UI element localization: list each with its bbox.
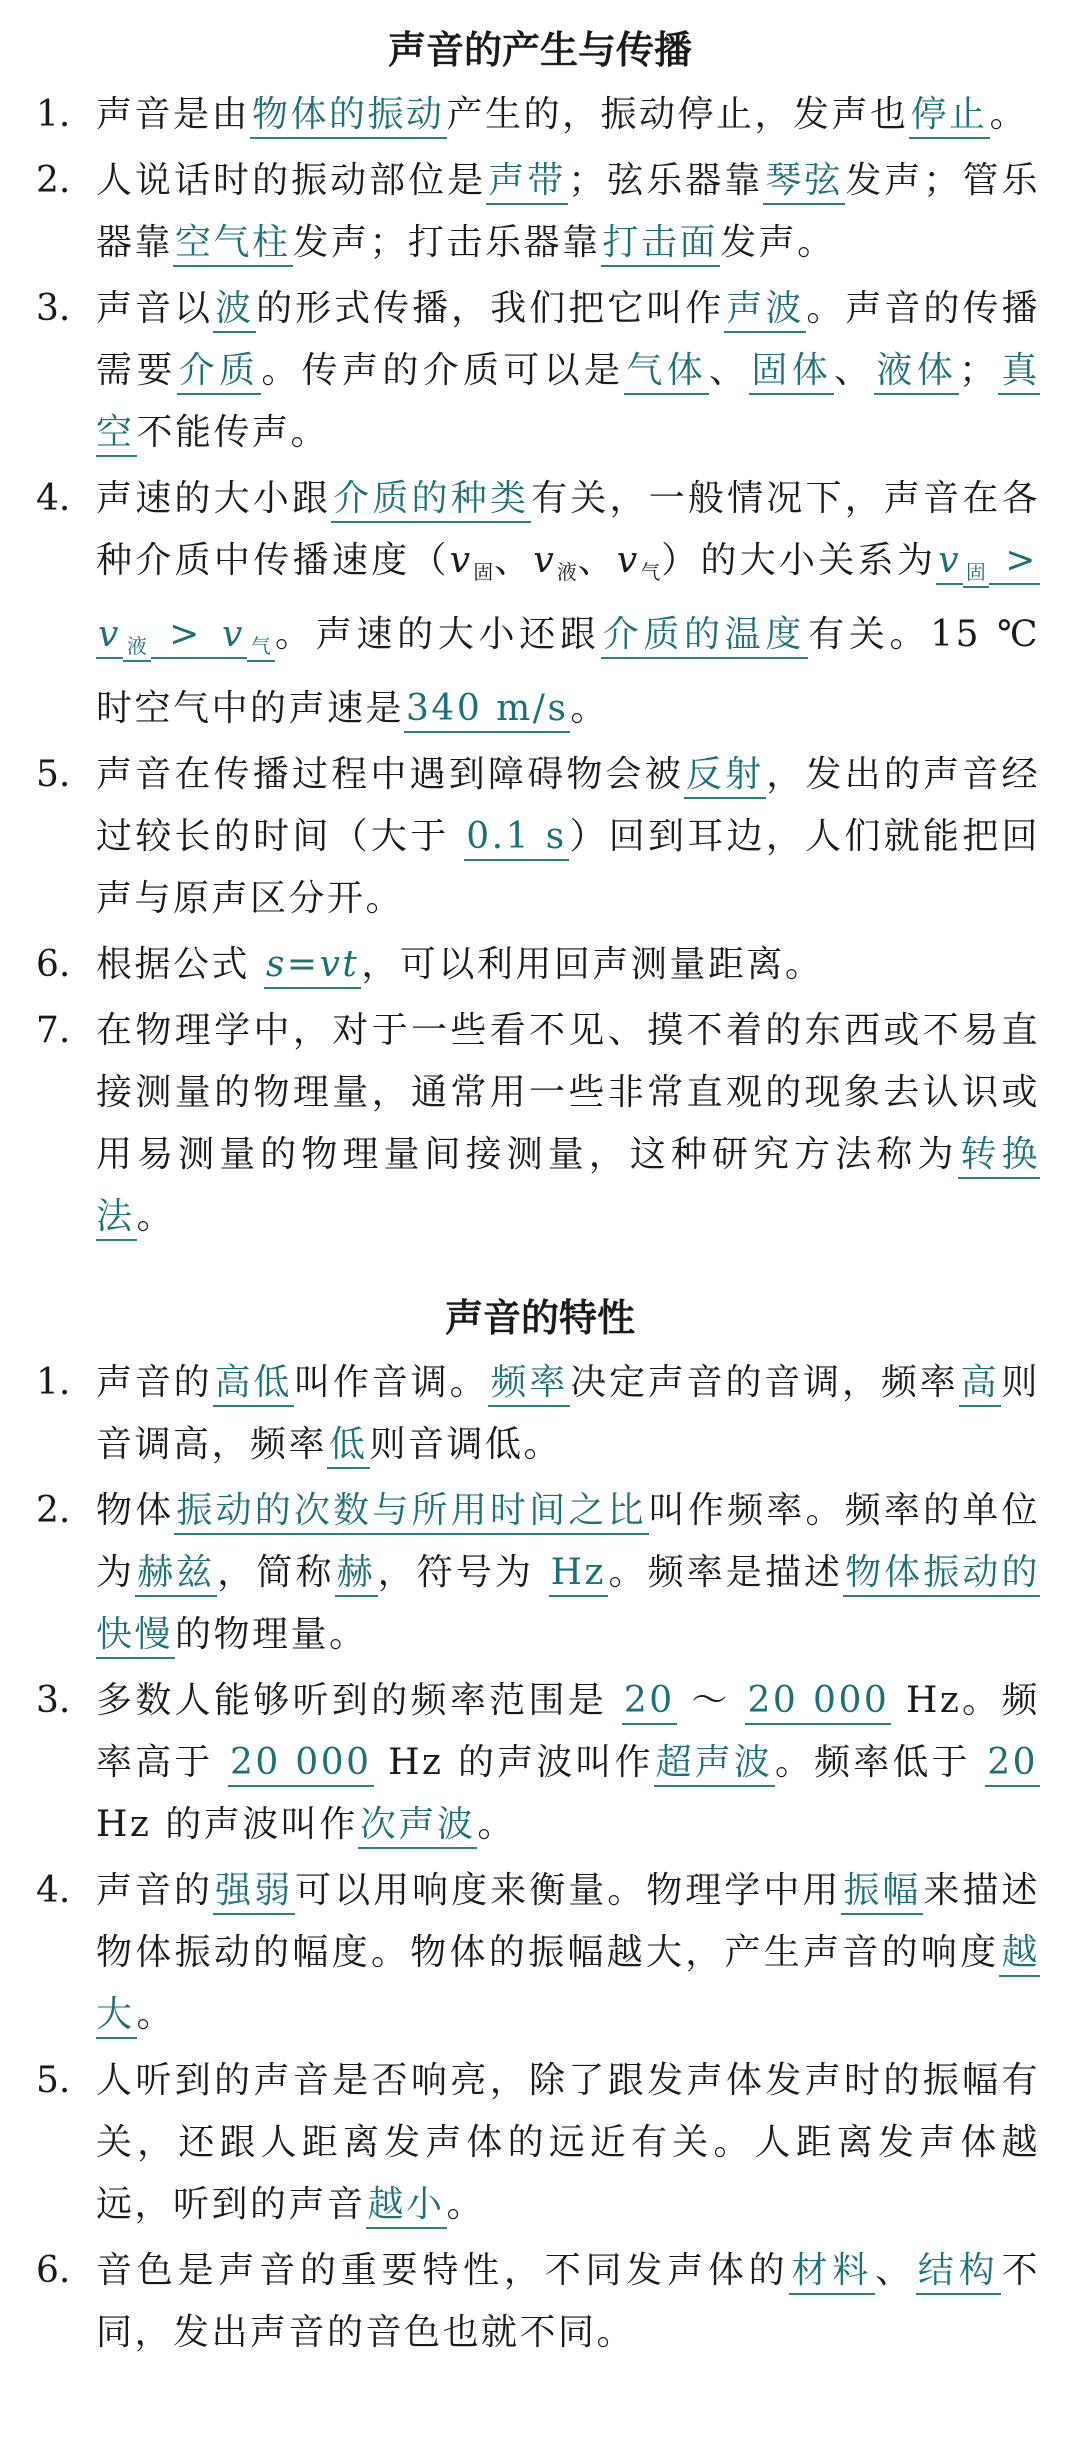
key-term: >: [989, 540, 1040, 585]
item-text: v: [449, 540, 473, 581]
list-item: [36, 1670, 1040, 1856]
item-text: 。: [446, 2183, 486, 2225]
key-term: 气: [247, 635, 275, 662]
item-text: v: [533, 540, 557, 581]
key-term: 越小: [366, 2184, 447, 2229]
section-title-characteristics: 声音的特性: [444, 1295, 635, 1340]
item-text: Hz 的声波叫作: [96, 1803, 358, 1845]
item-text: ～: [676, 1679, 746, 1721]
key-term: 频率: [488, 1362, 570, 1407]
section1-list: [0, 84, 1080, 1248]
key-term: 液体: [874, 350, 959, 395]
item-text: ，简称: [217, 1551, 335, 1593]
item-text: 人听到的声音是否响亮，除了跟发声体发声时的振幅有关，还跟人距离发声体的远近有关。人距离发声体越远，听到的声音: [96, 2059, 1040, 2225]
key-term: 振幅: [841, 1870, 923, 1915]
key-term: 介质的温度: [601, 614, 809, 659]
key-term: 固体: [749, 350, 834, 395]
key-term: 20 000: [745, 1680, 891, 1725]
key-term: 结构: [916, 2250, 1002, 2295]
key-term: 转换法: [96, 1134, 1040, 1241]
item-text: 发声。: [720, 222, 836, 263]
item-text: 声音以: [96, 288, 214, 329]
item-number: 5.: [36, 2059, 71, 2101]
key-term: v: [96, 614, 123, 659]
item-text: ；: [959, 350, 998, 391]
item-text: 。: [989, 94, 1029, 135]
item-number: 1.: [36, 1361, 71, 1403]
key-term: 振动的次数与所用时间之比: [174, 1490, 648, 1535]
item-text: 。: [477, 1803, 516, 1845]
key-term: 越大: [96, 1932, 1040, 2039]
key-term: 0.1 s: [464, 816, 568, 861]
item-text: 声音是由: [96, 94, 251, 135]
item-text: 。: [136, 1195, 176, 1237]
item-text: ，可以利用回声测量距离。: [361, 943, 824, 985]
item-text: 声音的: [96, 1361, 213, 1403]
key-term: v: [220, 614, 247, 659]
key-term: 赫: [335, 1552, 378, 1597]
item-text: 、: [834, 350, 875, 391]
item-text: 声音的: [96, 1869, 214, 1911]
key-term: 空气柱: [173, 222, 293, 267]
item-text: 。频率低于: [775, 1741, 986, 1783]
item-number: 5.: [36, 753, 71, 795]
item-text: Hz 的声波叫作: [373, 1741, 654, 1783]
item-text: ，符号为: [377, 1551, 549, 1593]
item-text: 。: [570, 687, 609, 729]
item-text: ；弦乐器靠: [568, 160, 764, 201]
item-text: 人说话时的振动部位是: [96, 160, 487, 201]
list-item: [36, 2240, 1040, 2364]
item-text: ）的大小关系为: [661, 540, 937, 581]
item-text: 则音调高，频率: [96, 1361, 1040, 1465]
item-text: 多数人能够听到的频率范围是: [96, 1679, 622, 1721]
item-text: 则音调低。: [369, 1423, 563, 1465]
key-term: 气体: [624, 350, 709, 395]
list-item: [36, 1000, 1040, 1248]
key-term: 声波: [724, 288, 806, 333]
item-text: 发声；打击乐器靠: [292, 222, 601, 263]
key-term: 物体振动的快慢: [96, 1552, 1040, 1659]
item-text: 的形式传播，我们把它叫作: [256, 288, 725, 329]
list-item: [36, 278, 1040, 464]
item-text: 。频率是描述: [607, 1551, 844, 1593]
item-text: 、: [709, 350, 750, 391]
key-term: 固: [963, 561, 988, 588]
list-item: [36, 2050, 1040, 2236]
item-text: 物体: [96, 1489, 175, 1531]
item-text: ）回到耳边，人们就能把回声与原声区分开。: [96, 815, 1040, 919]
key-term: v: [936, 540, 963, 585]
item-text: 、: [875, 2249, 916, 2291]
key-term: 介质的种类: [331, 478, 531, 523]
key-term: 赫兹: [135, 1552, 217, 1597]
subscript: 液: [556, 560, 578, 584]
key-term: Hz: [549, 1552, 608, 1597]
item-text: 产生的，振动停止，发声也: [446, 94, 909, 135]
key-term: s=vt: [264, 944, 361, 989]
key-term: 声带: [486, 160, 568, 205]
item-number: 3.: [36, 288, 71, 329]
item-text: 发声；管乐器靠: [96, 160, 1040, 263]
item-text: 声速的大小跟: [96, 478, 332, 519]
section-title-production-propagation: 声音的产生与传播: [387, 28, 692, 72]
item-number: 4.: [36, 1869, 71, 1911]
key-term: 打击面: [601, 222, 721, 267]
key-term: 反射: [684, 754, 766, 799]
item-text: v: [616, 540, 640, 581]
key-term: 琴弦: [763, 160, 845, 205]
list-item: [36, 1860, 1040, 2046]
item-number: 6.: [36, 943, 71, 985]
item-text: 。声速的大小还跟: [275, 613, 601, 655]
list-item: [36, 1352, 1040, 1476]
key-term: >: [151, 614, 220, 659]
list-item: [36, 744, 1040, 930]
key-term: 20 000: [228, 1742, 374, 1787]
key-term: 次声波: [358, 1804, 478, 1849]
item-number: 1.: [36, 94, 71, 135]
item-text: 音色是声音的重要特性，不同发声体的: [96, 2249, 790, 2291]
subscript: 固: [472, 560, 495, 584]
item-number: 6.: [36, 2249, 71, 2291]
item-text: 叫作频率。频率的单位为: [96, 1489, 1040, 1593]
item-text: 的物理量。: [175, 1613, 368, 1655]
item-text: 。传声的介质可以是: [261, 350, 625, 391]
item-text: 决定声音的音调，频率: [570, 1361, 959, 1403]
subscript: 气: [639, 560, 662, 584]
item-number: 2.: [36, 160, 71, 201]
item-text: 来描述物体振动的幅度。物体的振幅越大，产生声音的响度: [96, 1869, 1040, 1973]
list-item: [36, 468, 1040, 740]
item-text: 不能传声。: [136, 412, 330, 453]
key-term: 20: [985, 1742, 1040, 1787]
item-text: 叫作音调。: [294, 1361, 489, 1403]
item-text: ，发出的声音经过较长的时间（大于: [96, 753, 1040, 857]
item-text: 有关。15 ℃ 时空气中的声速是: [96, 613, 1040, 729]
key-term: 液: [123, 635, 151, 662]
item-text: 。: [136, 1993, 176, 2035]
list-item: [36, 1480, 1040, 1666]
item-text: 可以用响度来衡量。物理学中用: [295, 1869, 842, 1911]
item-number: 3.: [36, 1679, 71, 1721]
item-text: 有关，一般情况下，声音在各种介质中传播速度（: [96, 478, 1040, 581]
item-text: 根据公式: [96, 943, 264, 985]
item-text: 声音在传播过程中遇到障碍物会被: [96, 753, 684, 795]
key-term: 真空: [96, 350, 1040, 457]
key-term: 强弱: [213, 1870, 295, 1915]
list-item: [36, 84, 1040, 146]
item-text: Hz。频率高于: [96, 1679, 1040, 1783]
key-term: 超声波: [654, 1742, 775, 1787]
list-item: [36, 150, 1040, 274]
section2-list: [0, 1352, 1080, 2364]
item-text: 在物理学中，对于一些看不见、摸不着的东西或不易直接测量的物理量，通常用一些非常直观的现象去认识或用易测量的物理量间接测量，这种研究方法称为: [96, 1009, 1040, 1175]
item-number: 4.: [36, 478, 71, 519]
list-item: [36, 934, 1040, 996]
item-number: 2.: [36, 1489, 71, 1531]
key-term: 340 m/s: [404, 688, 570, 733]
item-text: 。声音的传播需要: [96, 288, 1040, 391]
key-term: 物体的振动: [250, 94, 447, 139]
key-term: 材料: [789, 2250, 875, 2295]
key-term: 20: [622, 1680, 677, 1725]
item-text: 、: [577, 540, 617, 581]
item-number: 7.: [36, 1009, 71, 1051]
key-term: 停止: [909, 94, 990, 139]
key-term: 低: [327, 1424, 370, 1469]
key-term: 高: [959, 1362, 1002, 1407]
item-text: 不同，发出声音的音色也就不同。: [96, 2249, 1040, 2353]
key-term: 高低: [213, 1362, 295, 1407]
key-term: 介质: [177, 350, 262, 395]
item-text: 、: [494, 540, 534, 581]
key-term: 波: [213, 288, 256, 333]
